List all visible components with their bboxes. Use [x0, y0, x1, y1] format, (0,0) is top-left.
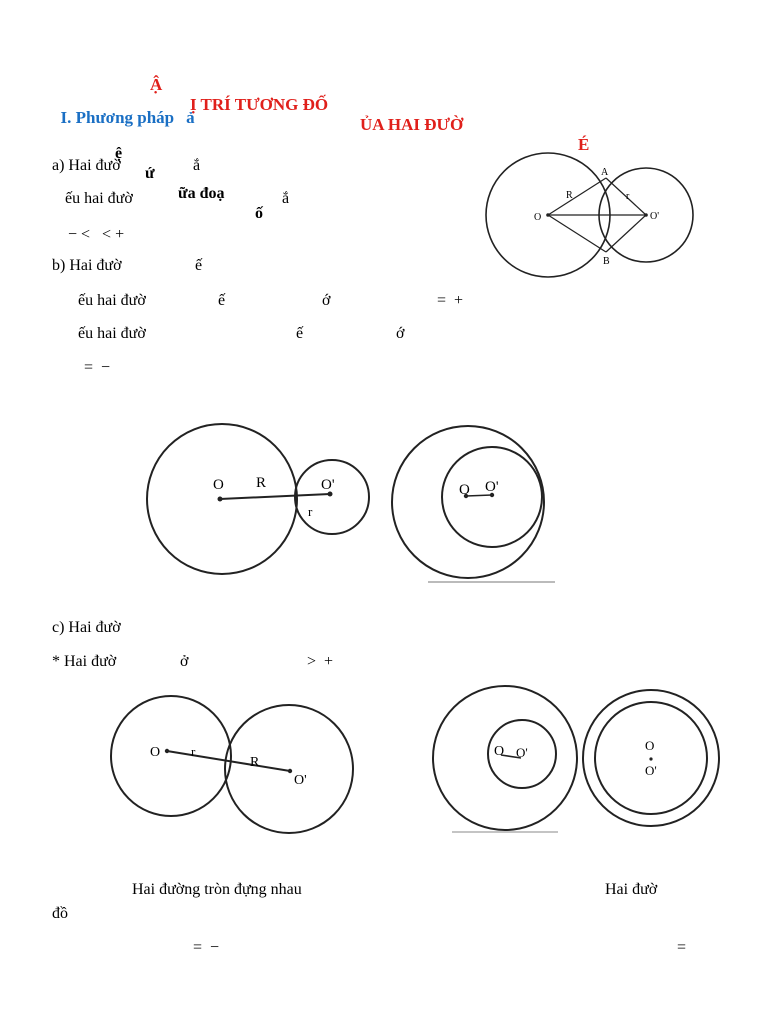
case-b-line2-mid1: ế [296, 325, 304, 342]
ext-label-O-prime: O' [321, 477, 335, 493]
label-A: A [601, 167, 609, 178]
out-center-line [167, 751, 290, 771]
ext-label-O: O [213, 477, 224, 493]
out-big-circle [225, 705, 353, 833]
out-label-O-prime: O' [294, 773, 307, 788]
label-B: B [603, 256, 610, 267]
ext-label-R: R [256, 475, 267, 491]
formula-nested: = − [193, 939, 220, 956]
case-a-line1-start: ếu hai đườ [65, 190, 133, 207]
label-R: R [566, 190, 573, 201]
title-part-4: É [578, 135, 590, 154]
label-r: r [626, 191, 630, 202]
int-label-O-prime: O' [485, 479, 499, 495]
concentric-center-point [649, 757, 652, 760]
case-c-line1-formula: > + [307, 653, 334, 670]
case-b-line2-mid2: ớ [396, 325, 405, 342]
relation-heading-p1: ệ [115, 145, 123, 162]
case-a-line1-end: ắ [282, 190, 290, 207]
case-b-line2-formula: = − [84, 359, 111, 376]
relation-heading-p4: ố [255, 205, 263, 222]
case-b-heading: b) Hai đườ [52, 257, 122, 274]
label-O: O [534, 212, 542, 223]
section-label: I. Phương pháp [60, 108, 175, 127]
case-b-line1-start: ếu hai đườ [78, 292, 146, 309]
case-a-heading-text: a) Hai đườ [52, 157, 121, 174]
out-point-O-prime [288, 769, 292, 773]
case-b-heading-end: ế [195, 257, 203, 274]
title-part-3: ỦA HAI ĐƯỜ [360, 115, 464, 134]
case-b-line2-start: ếu hai đườ [78, 325, 146, 342]
out-small-circle [111, 696, 231, 816]
caption-concentric-wrap: đồ [52, 905, 68, 922]
out-label-O: O [150, 745, 161, 760]
out-label-R: R [250, 755, 260, 770]
caption-nested: Hai đường tròn đựng nhau [132, 881, 302, 898]
contain-label-O-prime: O' [516, 745, 528, 760]
title-part-1: Ậ [150, 75, 163, 94]
case-a-heading-end: ắ [193, 157, 201, 174]
concentric-label-O-prime: O' [645, 763, 657, 778]
case-a-formula: − < < + [68, 226, 125, 243]
case-b-line1-mid2: ớ [322, 292, 331, 309]
out-label-r: r [191, 744, 196, 759]
concentric-label-O: O [645, 738, 655, 753]
formula-concentric: = [677, 939, 687, 956]
caption-concentric: Hai đườ [605, 881, 658, 898]
section-suffix: ả [186, 108, 195, 127]
relation-heading-p2: ứ [145, 165, 155, 182]
label-O-prime: O' [650, 211, 660, 222]
title-part-2: Ị TRÍ TƯƠNG ĐỐ [190, 95, 329, 114]
contain-label-O: O [494, 744, 505, 759]
case-c-heading: c) Hai đườ [52, 619, 121, 636]
case-c-line1-start: * Hai đườ [52, 653, 117, 670]
relation-heading-p3: ữa đoạ [178, 185, 225, 202]
case-b-line1-mid1: ế [218, 292, 226, 309]
case-b-line1-formula: = + [437, 292, 464, 309]
ext-label-r: r [308, 504, 313, 519]
int-label-O: O [459, 482, 470, 498]
case-c-line1-mid: ở [180, 653, 189, 670]
out-point-O [165, 749, 169, 753]
